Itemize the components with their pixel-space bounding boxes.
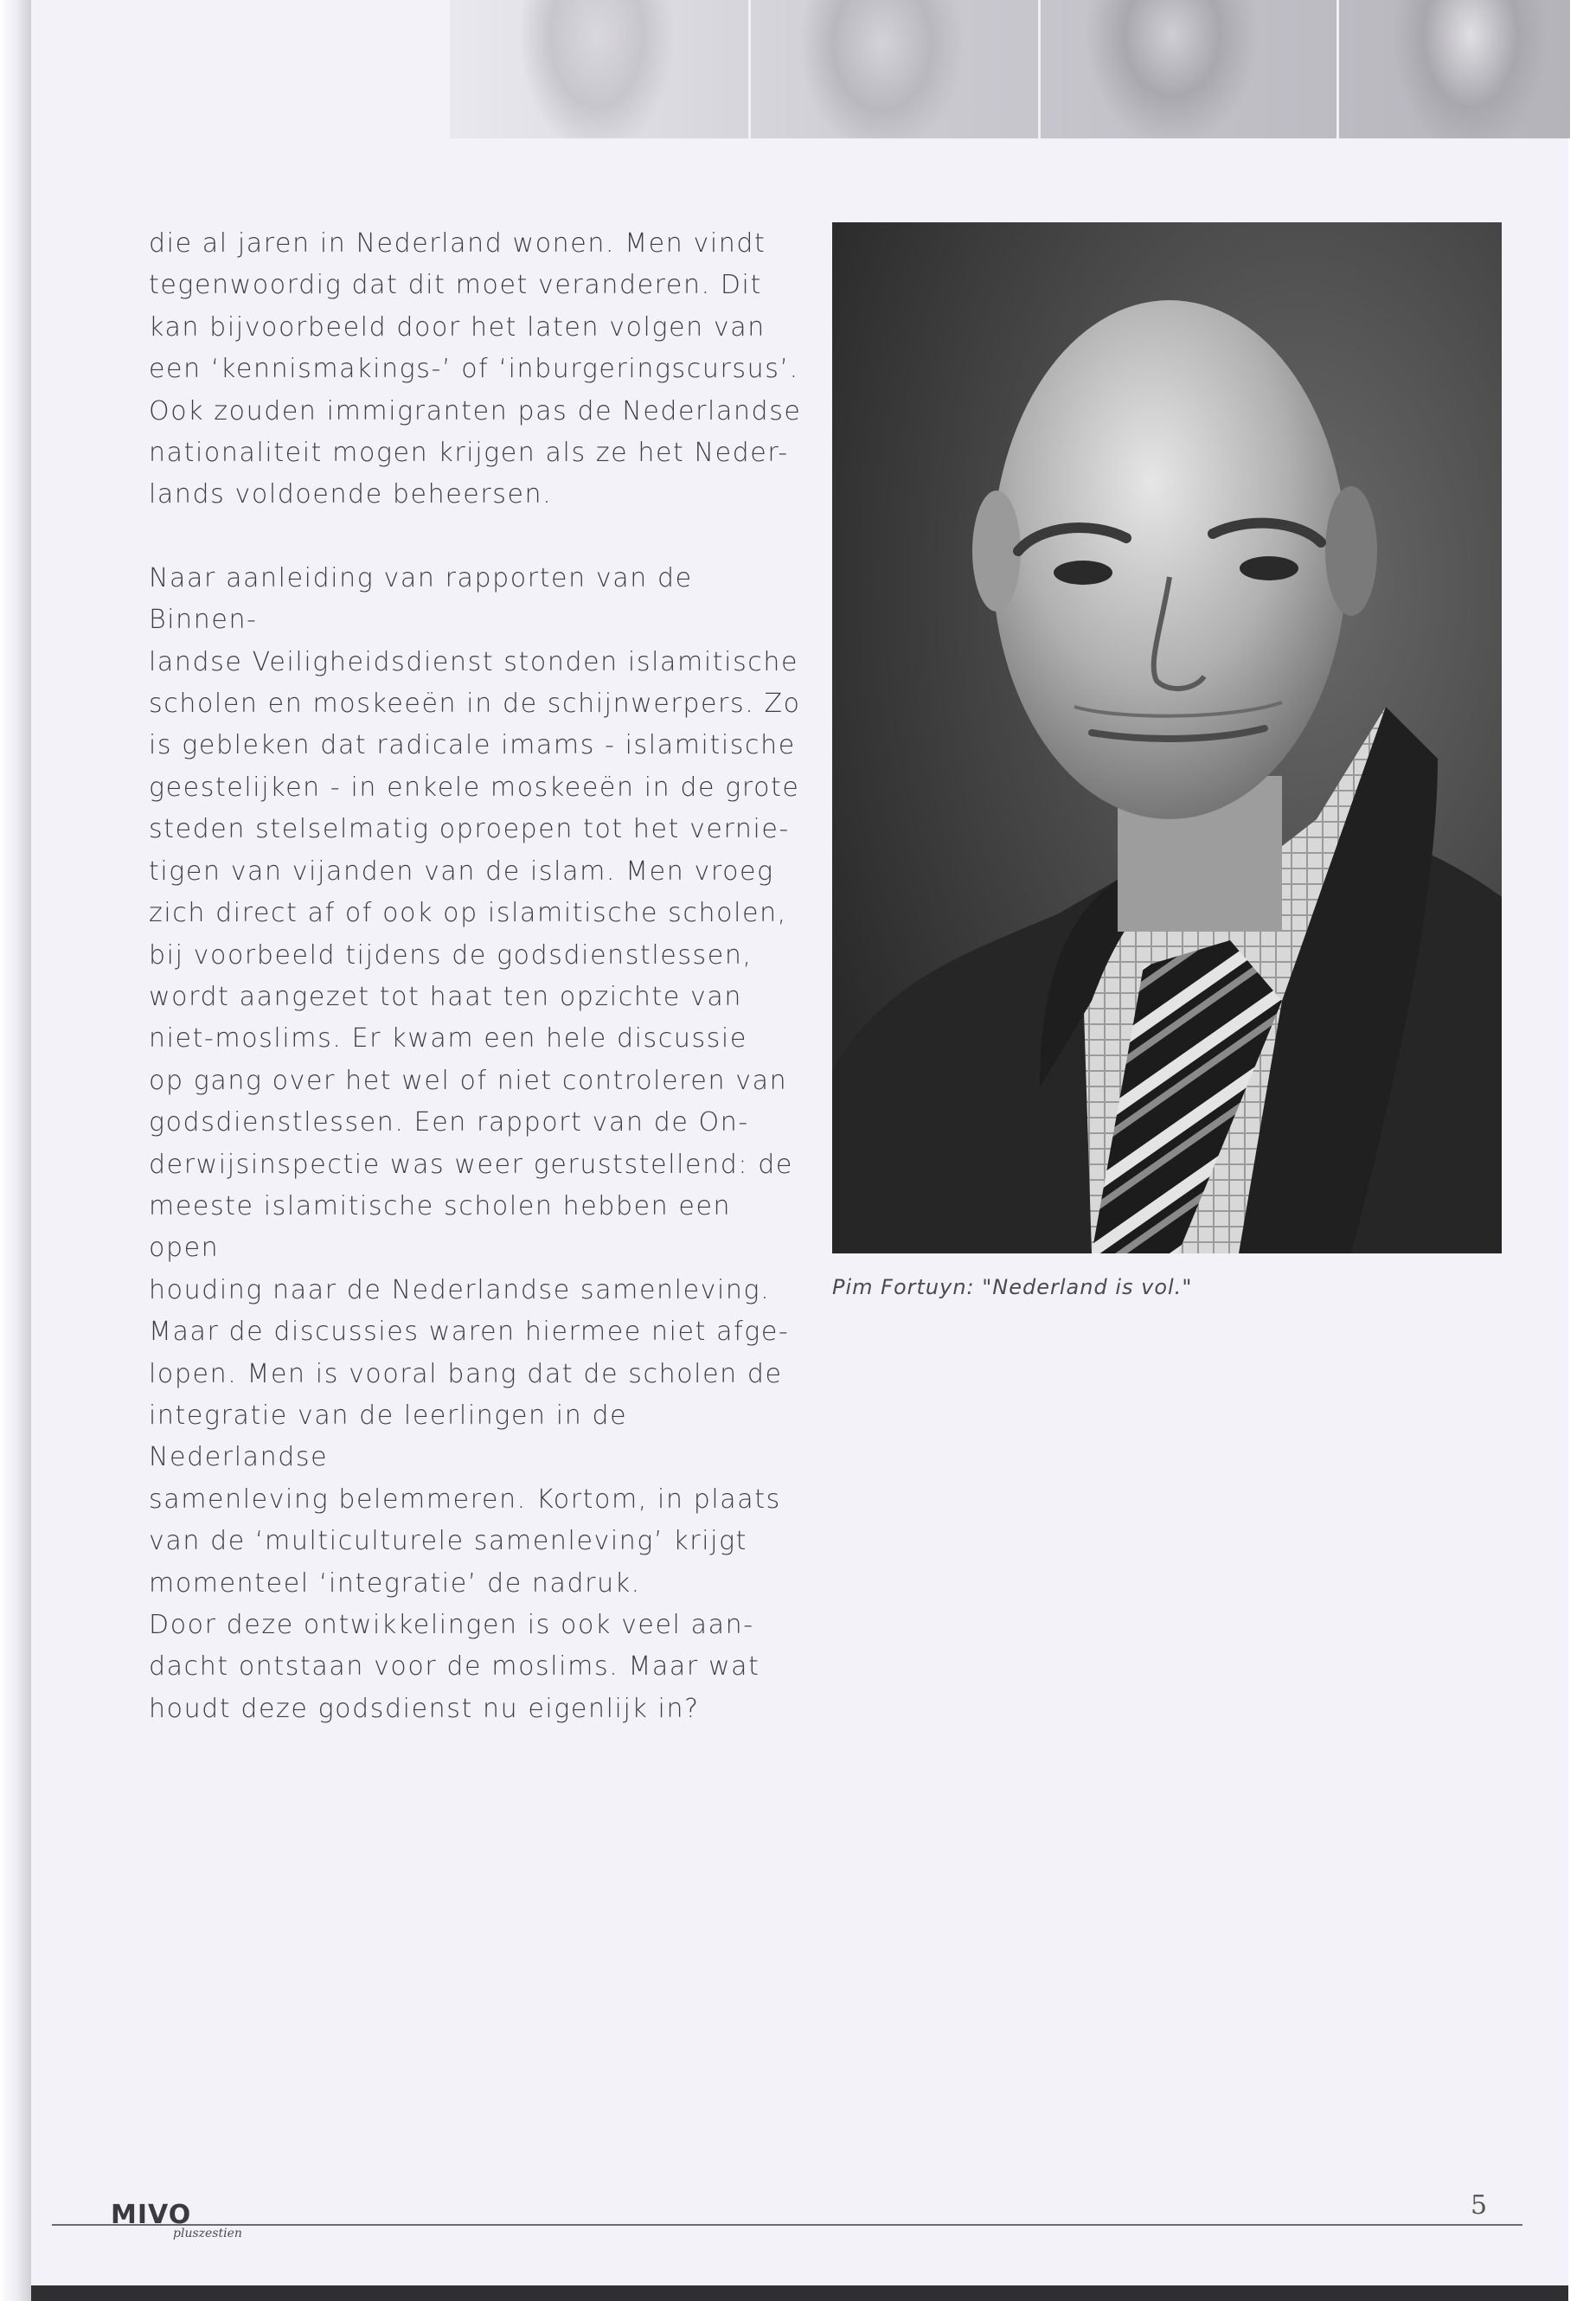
text-line: Ook zouden immigranten pas de Nederlandse bbox=[149, 395, 802, 426]
text-line: Maar de discussies waren hiermee niet afge- bbox=[149, 1317, 790, 1348]
text-line: van de ‘multiculturele samenleving’ krijgt bbox=[149, 1526, 748, 1557]
text-line: een ‘kennismakings-’ of ‘inburgeringscursus’. bbox=[149, 354, 799, 385]
text-line: tegenwoordig dat dit moet veranderen. Dit bbox=[149, 270, 762, 301]
text-line: niet-moslims. Er kwam een hele discussie bbox=[149, 1023, 747, 1054]
footer-rule bbox=[52, 2224, 1522, 2226]
mivo-logo: MIVO bbox=[111, 2200, 192, 2230]
header-portrait-1 bbox=[450, 0, 748, 138]
text-line: op gang over het wel of niet controleren van bbox=[149, 1065, 788, 1096]
text-line: houdt deze godsdienst nu eigenlijk in? bbox=[149, 1693, 700, 1724]
text-line: bij voorbeeld tijdens de godsdienstlessen, bbox=[149, 939, 753, 971]
text-line: landse Veiligheidsdienst stonden islamitische bbox=[149, 646, 799, 677]
text-line: lopen. Men is vooral bang dat de scholen de bbox=[149, 1358, 783, 1389]
article-body bbox=[149, 223, 806, 1730]
page-number: 5 bbox=[1471, 2190, 1488, 2221]
text-line: meeste islamitische scholen hebben een open bbox=[149, 1190, 732, 1264]
portrait-illustration bbox=[832, 222, 1502, 1253]
text-line: houding naar de Nederlandse samenleving. bbox=[149, 1274, 771, 1305]
header-portrait-3 bbox=[1042, 0, 1336, 138]
text-line: godsdienstlessen. Een rapport van de On- bbox=[149, 1107, 749, 1138]
photo-caption: Pim Fortuyn: "Nederland is vol." bbox=[832, 1275, 1193, 1299]
text-line: tigen van vijanden van de islam. Men vroeg bbox=[149, 856, 774, 887]
text-line: zich direct af of ook op islamitische scholen, bbox=[149, 898, 787, 929]
paragraph-1 bbox=[149, 223, 806, 516]
header-portrait-4 bbox=[1341, 0, 1570, 138]
text-line: nationaliteit mogen krijgen als ze het Neder- bbox=[149, 438, 789, 469]
page-bottom-edge bbox=[31, 2285, 1568, 2301]
text-line: Door deze ontwikkelingen is ook veel aan- bbox=[149, 1610, 754, 1640]
text-line: Naar aanleiding van rapporten van de Binnen- bbox=[149, 562, 693, 636]
page-edge bbox=[1568, 0, 1596, 2301]
text-line: kan bijvoorbeeld door het laten volgen van bbox=[149, 311, 766, 343]
text-line: derwijsinspectie was weer geruststellend: de bbox=[149, 1149, 793, 1180]
mivo-logo-subtitle: pluszestien bbox=[173, 2227, 242, 2240]
text-line: dacht ontstaan voor de moslims. Maar wat bbox=[149, 1651, 760, 1682]
text-line: momenteel ‘integratie’ de nadruk. bbox=[149, 1567, 641, 1599]
paragraph-2 bbox=[149, 558, 806, 1730]
text-line: wordt aangezet tot haat ten opzichte van bbox=[149, 981, 742, 1012]
text-line: die al jaren in Nederland wonen. Men vindt bbox=[149, 228, 766, 259]
portrait-photo bbox=[832, 222, 1502, 1253]
book-spine-shadow bbox=[0, 0, 31, 2301]
header-portrait-2 bbox=[753, 0, 1038, 138]
text-line: samenleving belemmeren. Kortom, in plaats bbox=[149, 1484, 781, 1515]
header-photo-strip bbox=[450, 0, 1570, 138]
text-line: scholen en moskeeën in de schijnwerpers. Zo bbox=[149, 689, 801, 720]
text-line: is gebleken dat radicale imams - islamitische bbox=[149, 730, 796, 761]
text-line: integratie van de leerlingen in de Nederlandse bbox=[149, 1400, 628, 1473]
text-line: steden stelselmatig oproepen tot het vernie- bbox=[149, 814, 790, 845]
text-line: lands voldoende beheersen. bbox=[149, 479, 553, 510]
text-line: geestelijken - in enkele moskeeën in de grote bbox=[149, 772, 800, 803]
